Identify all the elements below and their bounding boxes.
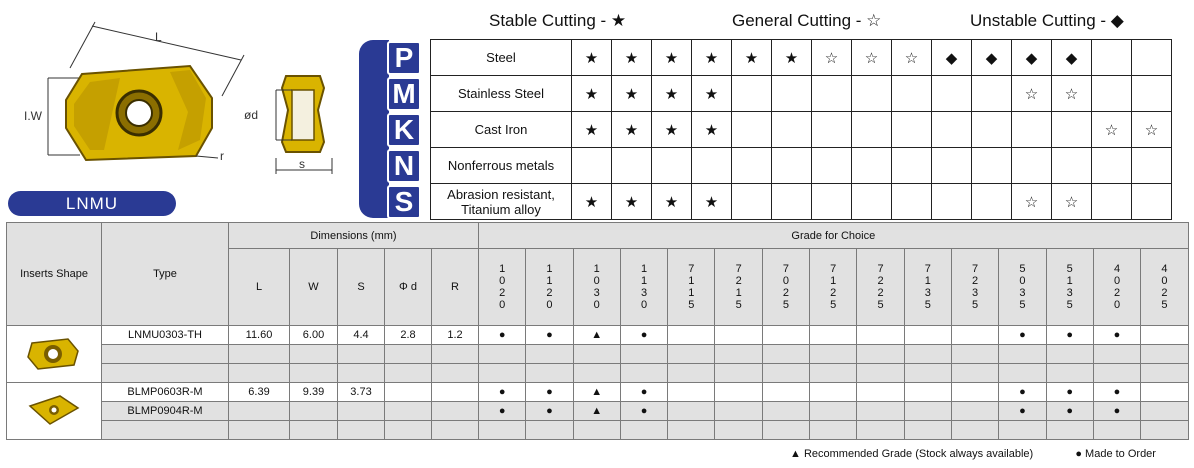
grade-mark (857, 326, 904, 345)
grade-mark (857, 364, 904, 383)
grade-mark (762, 345, 809, 364)
dimension-value (338, 345, 385, 364)
suitability-mark (732, 184, 772, 220)
stable-cutting-header: Stable Cutting - ★ (489, 11, 627, 30)
grade-mark (715, 326, 762, 345)
dimension-value (385, 345, 432, 364)
grade-mark (715, 364, 762, 383)
suitability-mark (1092, 40, 1132, 76)
grade-mark (668, 326, 715, 345)
grade-mark (668, 345, 715, 364)
grade-mark (1141, 421, 1188, 440)
material-letter-p: P (387, 41, 421, 75)
suitability-mark: ☆ (812, 40, 852, 76)
suitability-mark (772, 76, 812, 112)
grade-mark (668, 402, 715, 421)
grade-mark (1141, 402, 1188, 421)
suitability-mark (1012, 148, 1052, 184)
grade-mark (762, 421, 809, 440)
suitability-mark: ★ (572, 76, 612, 112)
dimension-column-header: R (432, 249, 479, 326)
table-row (7, 383, 1189, 402)
grade-mark (1093, 345, 1140, 364)
grade-mark (715, 345, 762, 364)
grade-mark (951, 421, 998, 440)
material-letter-k: K (387, 113, 421, 147)
grade-mark (904, 383, 951, 402)
suitability-mark (932, 76, 972, 112)
dim-L-label: L (155, 30, 162, 44)
grade-mark (1046, 364, 1093, 383)
table-row (7, 402, 1189, 421)
grade-mark (857, 383, 904, 402)
grade-mark (999, 364, 1046, 383)
grade-mark: ● (526, 326, 573, 345)
insert-technical-drawing (0, 0, 360, 220)
suitability-mark: ☆ (1012, 184, 1052, 220)
grade-mark (1093, 364, 1140, 383)
grade-mark (951, 326, 998, 345)
grade-mark (1141, 326, 1188, 345)
dimension-value (338, 421, 385, 440)
suitability-mark: ★ (612, 184, 652, 220)
dimension-value (338, 402, 385, 421)
dim-iw-label: I.W (24, 109, 42, 123)
suitability-mark: ☆ (1052, 184, 1092, 220)
dimension-value (229, 345, 290, 364)
grade-mark (762, 326, 809, 345)
suitability-mark (892, 148, 932, 184)
suitability-mark: ◆ (972, 40, 1012, 76)
grade-mark (620, 364, 667, 383)
dim-r-label: r (220, 149, 224, 163)
suitability-mark: ★ (652, 40, 692, 76)
suitability-mark (972, 148, 1012, 184)
grade-mark (573, 421, 620, 440)
material-name: Nonferrous metals (431, 148, 572, 184)
dimension-value (432, 383, 479, 402)
grade-mark (1046, 421, 1093, 440)
suitability-mark (1052, 148, 1092, 184)
grade-code-header: 1 0 3 0 (573, 249, 620, 326)
dimension-value (432, 421, 479, 440)
insert-type (102, 345, 229, 364)
suitability-mark: ★ (692, 40, 732, 76)
suitability-mark (732, 112, 772, 148)
grade-code-header: 5 0 3 5 (999, 249, 1046, 326)
table-row (7, 345, 1189, 364)
grade-mark: ● (526, 402, 573, 421)
suitability-mark: ◆ (1012, 40, 1052, 76)
dimension-value: 6.00 (290, 326, 338, 345)
type-header: Type (102, 223, 229, 326)
insert-type (102, 364, 229, 383)
grade-mark (620, 345, 667, 364)
dimension-value (229, 421, 290, 440)
suitability-mark (932, 112, 972, 148)
insert-type: LNMU0303-TH (102, 326, 229, 345)
grade-mark: ● (479, 383, 526, 402)
dimension-value (432, 345, 479, 364)
suitability-mark (932, 184, 972, 220)
suitability-mark: ◆ (1052, 40, 1092, 76)
material-row (431, 148, 1172, 184)
dimension-value (229, 364, 290, 383)
grade-mark (526, 421, 573, 440)
grade-mark (762, 402, 809, 421)
dimension-value (290, 345, 338, 364)
table-row (7, 421, 1189, 440)
material-row (431, 76, 1172, 112)
grade-mark (479, 364, 526, 383)
suitability-mark: ☆ (1012, 76, 1052, 112)
insert-shape-image (7, 326, 102, 383)
suitability-mark (972, 76, 1012, 112)
legend-recommended: ▲ Recommended Grade (Stock always available) (790, 448, 1034, 460)
grade-mark (479, 421, 526, 440)
dimension-column-header: L (229, 249, 290, 326)
inserts-shape-header: Inserts Shape (7, 223, 102, 326)
suitability-mark (572, 148, 612, 184)
grade-code-header: 4 0 2 0 (1093, 249, 1140, 326)
table-row (7, 364, 1189, 383)
dimension-value (432, 364, 479, 383)
insert-type: BLMP0904R-M (102, 402, 229, 421)
grade-mark (810, 421, 857, 440)
suitability-mark: ★ (572, 40, 612, 76)
suitability-mark: ★ (612, 76, 652, 112)
suitability-mark (1052, 112, 1092, 148)
dimension-value (229, 402, 290, 421)
grade-mark (904, 421, 951, 440)
grade-code-header: 1 1 3 0 (620, 249, 667, 326)
grade-choice-header: Grade for Choice (479, 223, 1189, 249)
dimension-value: 3.73 (338, 383, 385, 402)
suitability-mark (812, 148, 852, 184)
grade-mark (857, 402, 904, 421)
dimension-value: 11.60 (229, 326, 290, 345)
grade-mark (715, 421, 762, 440)
suitability-mark: ★ (652, 112, 692, 148)
material-name: Cast Iron (431, 112, 572, 148)
suitability-mark (892, 112, 932, 148)
grade-mark (715, 402, 762, 421)
dimension-value (385, 364, 432, 383)
suitability-mark (1092, 184, 1132, 220)
dimension-value (338, 364, 385, 383)
suitability-mark: ★ (652, 76, 692, 112)
grade-selection-table (6, 222, 1189, 440)
dimension-value: 9.39 (290, 383, 338, 402)
insert-type: BLMP0603R-M (102, 383, 229, 402)
grade-mark (857, 421, 904, 440)
suitability-mark: ★ (652, 184, 692, 220)
grade-mark: ▲ (573, 383, 620, 402)
suitability-mark: ☆ (1132, 112, 1172, 148)
suitability-mark (1132, 148, 1172, 184)
grade-mark (857, 345, 904, 364)
grade-mark (479, 345, 526, 364)
grade-mark (668, 383, 715, 402)
grade-code-header: 1 1 2 0 (526, 249, 573, 326)
dimension-value (290, 421, 338, 440)
grade-mark (904, 402, 951, 421)
dimension-value (432, 402, 479, 421)
grade-mark (810, 326, 857, 345)
grade-mark: ● (999, 383, 1046, 402)
dimension-value (385, 402, 432, 421)
dim-d-label: ød (244, 108, 259, 122)
grade-code-header: 5 1 3 5 (1046, 249, 1093, 326)
material-name: Abrasion resistant, Titanium alloy (431, 184, 572, 220)
suitability-mark: ★ (772, 40, 812, 76)
grade-mark (668, 364, 715, 383)
grade-mark (904, 326, 951, 345)
suitability-mark (932, 148, 972, 184)
grade-mark: ● (1046, 383, 1093, 402)
grade-mark (620, 421, 667, 440)
dimension-value (385, 421, 432, 440)
grade-mark: ● (479, 326, 526, 345)
suitability-mark (892, 184, 932, 220)
grade-mark: ● (1093, 326, 1140, 345)
table-row (7, 326, 1189, 345)
material-letter-m: M (387, 77, 421, 111)
material-name: Stainless Steel (431, 76, 572, 112)
grade-mark: ▲ (573, 402, 620, 421)
grade-mark: ● (526, 383, 573, 402)
grade-mark: ● (1046, 402, 1093, 421)
grade-mark (951, 345, 998, 364)
grade-mark (573, 364, 620, 383)
dimensions-header: Dimensions (mm) (229, 223, 479, 249)
dimension-value (290, 402, 338, 421)
grade-mark (762, 383, 809, 402)
grade-mark: ● (999, 326, 1046, 345)
insert-label-badge: LNMU (8, 191, 176, 216)
material-letter-s: S (387, 185, 421, 219)
grade-mark: ● (1093, 383, 1140, 402)
grade-mark: ● (620, 326, 667, 345)
grade-mark (1141, 383, 1188, 402)
dimension-value: 4.4 (338, 326, 385, 345)
grade-mark (762, 364, 809, 383)
dimension-value: 6.39 (229, 383, 290, 402)
suitability-mark (772, 148, 812, 184)
grade-code-header: 7 1 1 5 (668, 249, 715, 326)
suitability-mark: ★ (612, 40, 652, 76)
suitability-mark (972, 184, 1012, 220)
suitability-mark (812, 112, 852, 148)
suitability-mark (772, 112, 812, 148)
grade-mark (951, 402, 998, 421)
suitability-mark: ☆ (852, 40, 892, 76)
grade-code-header: 7 0 2 5 (762, 249, 809, 326)
grade-mark: ● (620, 402, 667, 421)
suitability-mark (732, 76, 772, 112)
suitability-mark (652, 148, 692, 184)
grade-code-header: 1 0 2 0 (479, 249, 526, 326)
suitability-mark (852, 184, 892, 220)
suitability-mark (1092, 76, 1132, 112)
suitability-mark (852, 112, 892, 148)
dimension-column-header: S (338, 249, 385, 326)
suitability-mark: ★ (692, 184, 732, 220)
suitability-mark: ★ (692, 112, 732, 148)
material-row (431, 40, 1172, 76)
grade-mark (810, 402, 857, 421)
grade-mark (1046, 345, 1093, 364)
dimension-value (290, 364, 338, 383)
suitability-mark (692, 148, 732, 184)
suitability-mark (1132, 184, 1172, 220)
grade-mark (668, 421, 715, 440)
grade-mark (715, 383, 762, 402)
suitability-mark: ☆ (1052, 76, 1092, 112)
grade-mark: ● (1046, 326, 1093, 345)
dimension-value: 2.8 (385, 326, 432, 345)
general-cutting-header: General Cutting - ☆ (732, 11, 882, 30)
grade-code-header: 7 2 2 5 (857, 249, 904, 326)
suitability-mark (732, 148, 772, 184)
suitability-mark: ☆ (1092, 112, 1132, 148)
grade-mark (1141, 345, 1188, 364)
material-letter-n: N (387, 149, 421, 183)
dimension-column-header: Φ d (385, 249, 432, 326)
legend-made-to-order: ● Made to Order (1075, 448, 1156, 460)
material-name: Steel (431, 40, 572, 76)
grade-mark (810, 345, 857, 364)
grade-mark (1141, 364, 1188, 383)
dimension-value (385, 383, 432, 402)
grade-code-header: 7 2 1 5 (715, 249, 762, 326)
grade-code-header: 7 1 3 5 (904, 249, 951, 326)
grade-mark (573, 345, 620, 364)
grade-mark (999, 345, 1046, 364)
grade-mark: ● (1093, 402, 1140, 421)
grade-mark (526, 345, 573, 364)
suitability-mark: ★ (612, 112, 652, 148)
grade-mark (904, 345, 951, 364)
material-row (431, 184, 1172, 220)
suitability-mark (972, 112, 1012, 148)
grade-mark (810, 383, 857, 402)
suitability-mark (1092, 148, 1132, 184)
insert-type (102, 421, 229, 440)
grade-mark (951, 364, 998, 383)
grade-mark: ● (620, 383, 667, 402)
suitability-mark: ★ (732, 40, 772, 76)
grade-mark (526, 364, 573, 383)
suitability-mark (1132, 76, 1172, 112)
suitability-mark (852, 148, 892, 184)
grade-code-header: 4 0 2 5 (1141, 249, 1188, 326)
suitability-mark (1132, 40, 1172, 76)
material-group-bar (359, 40, 389, 218)
suitability-mark: ★ (692, 76, 732, 112)
insert-shape-image (7, 383, 102, 440)
suitability-mark: ◆ (932, 40, 972, 76)
grade-mark: ▲ (573, 326, 620, 345)
grade-mark (951, 383, 998, 402)
grade-mark (904, 364, 951, 383)
dimension-value: 1.2 (432, 326, 479, 345)
suitability-mark: ★ (572, 184, 612, 220)
legend (790, 448, 1156, 460)
grade-mark: ● (479, 402, 526, 421)
suitability-mark (852, 76, 892, 112)
suitability-mark (812, 184, 852, 220)
unstable-cutting-header: Unstable Cutting - ◆ (970, 11, 1124, 30)
suitability-mark (612, 148, 652, 184)
grade-mark: ● (999, 402, 1046, 421)
suitability-mark (1012, 112, 1052, 148)
grade-mark (999, 421, 1046, 440)
grade-code-header: 7 1 2 5 (810, 249, 857, 326)
suitability-mark: ☆ (892, 40, 932, 76)
dim-s-label: s (299, 157, 305, 171)
grade-mark (810, 364, 857, 383)
material-suitability-table (430, 39, 1172, 220)
dimension-column-header: W (290, 249, 338, 326)
suitability-mark (772, 184, 812, 220)
material-group-column (359, 40, 429, 218)
grade-mark (1093, 421, 1140, 440)
suitability-mark: ★ (572, 112, 612, 148)
grade-code-header: 7 2 3 5 (951, 249, 998, 326)
suitability-mark (812, 76, 852, 112)
material-row (431, 112, 1172, 148)
suitability-mark (892, 76, 932, 112)
